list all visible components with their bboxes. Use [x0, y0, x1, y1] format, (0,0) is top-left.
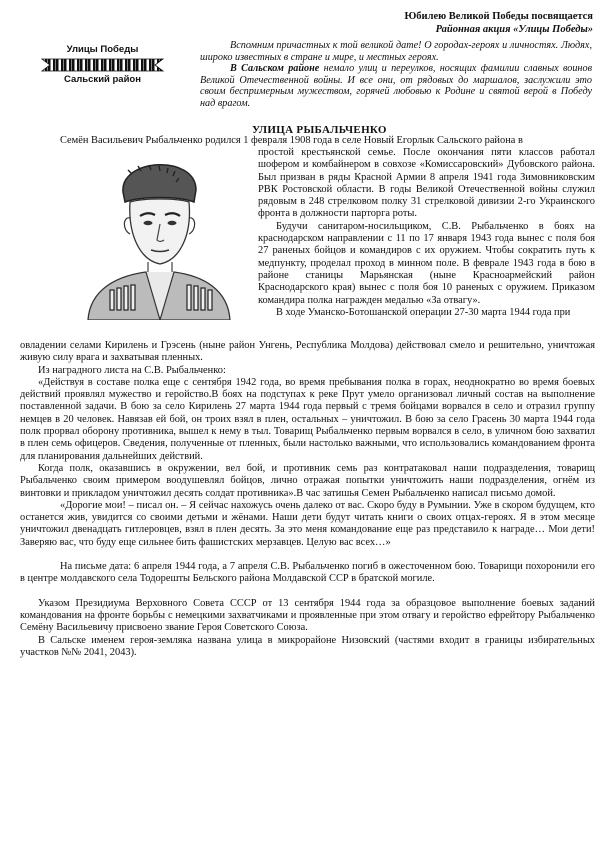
award-list-intro: Из наградного листа на С.В. Рыбальченко:	[38, 364, 226, 376]
street-naming-paragraph: В Сальске именем героя-земляка названа улица в микрорайоне Низовский (частями входит в границы избирательных участков №№ 2041, 2043).	[20, 634, 595, 658]
intro-paragraph-2	[200, 63, 592, 109]
article-title: УЛИЦА РЫБАЛЬЧЕНКО	[252, 124, 387, 136]
bio-paragraph-operation-start: В ходе Уманско-Ботошанской операции 27-30 марта 1944 года при	[276, 306, 571, 318]
header-dedication: Юбилею Великой Победы посвящается	[404, 11, 593, 22]
badge-bottom-label: Сальский район	[64, 74, 141, 85]
intro-paragraph-1: Вспомним причастных к той великой дате! О городах-героях и личностях. Людях, широко известных в стране и мире, и местных героях.	[200, 40, 592, 63]
streets-of-victory-badge	[40, 40, 165, 92]
st-george-ribbon-icon	[40, 55, 165, 75]
bio-opening-sentence: Семён Васильевич Рыбальченко родился 1 февраля 1908 года в селе Новый Егорлык Сальского района в	[60, 135, 523, 146]
bio-paragraph-medic: Будучи санитаром-носильщиком, С.В. Рыбальченко в боях на краснодарском направлении с 11 по 17 января 1943 года вынес с поля боя 27 раненых бойцов и командиров с их оружием. Чтобы сократить путь к медпункту, проделал проход в минном поле. В феврале 1943 года в бою в районе станицы Марьянская (ныне Красноармейский район Краснодарского края) вынес с поля боя 10 раненых с оружием. Приказом командира полка награжден медалью «За отвагу».	[258, 220, 595, 306]
badge-top-label: Улицы Победы	[66, 44, 139, 55]
letter-home: «Дорогие мои! – писал он. – Я сейчас нахожусь очень далеко от вас. Скоро буду в Румынии. Уже в скором будущем, кто останется жив, увидится со своими детьми и жёнами. Наши дети будут читать книги о своих отцах-героях. Я в этом месяце уничтожил двенадцать гитлеровцев, взял в плен десять. За это меня командование еще раз представило к награде… Мои дети! Заверяю вас, что буду еще сильнее бить фашистских мерзавцев. Целую вас всех…»	[20, 499, 595, 548]
bio-first-line	[20, 135, 595, 147]
award-quote-1: «Действуя в составе полка еще с сентября 1942 года, во время пребывания полка в горах, неоднократно во время боевых действий проявлял мужество и геройство.В боях на подступах к реке Прут умело организовал личный состав на выполнение поставленной задачи. В бою за село Кирилень 27 марта 1944 года первый с тремя бойцами ворвался в село и отразил группу немцев в 20 человек. Навязав ей бой, он троих взял в плен, остальных – уничтожил. В бою за село Грасень 30 марта 1944 года полк прорвал оборону противника, вышел к нему в тыл. Товарищ Рыбальченко первым ворвался в село, в уличном бою захватил в плен семь офицеров. Сведения, полученные от пленных, были настолько важными, что использовались командованием фронта для планирования дальнейших действий.	[20, 376, 595, 462]
portrait-photo	[68, 140, 248, 320]
bio-paragraph-early-life: простой крестьянской семье. После окончания пяти классов работал шофером и комбайнером в совхозе «Комиссаровский» Дубовского района. Был призван в ряды Красной Армии 8 апреля 1941 года Зимовниковским РВК Ростовской области. В годы Великой Отечественной войны служил рядовым в 248 стрелковом полку 31 стрелковой дивизии 2-го Украинского фронта в должности парторга роты.	[258, 147, 595, 220]
bio-paragraph-operation-rest: овладении селами Кирилень и Грэсень (ныне район Унгень, Республика Молдова) действовал смело и решительно, уничтожая живую силу врага и захватывая пленных.	[20, 340, 595, 364]
main-text	[20, 340, 595, 659]
intro-bold-phrase: В Сальском районе	[230, 63, 320, 75]
award-quote-2: Когда полк, оказавшись в окружении, вел бой, и противник семь раз контратаковал наши подразделения, товарищ Рыбальченко своим примером воодушевлял бойцов, лично отражая попытки уничтожить наши подразделения, огнём из винтовки и прикладом уничтожил десять солдат противника».В час затишья Семен Рыбальченко написал письмо домой.	[20, 462, 595, 499]
header-campaign: Районная акция «Улицы Победы»	[435, 24, 593, 35]
intro-text	[200, 40, 592, 110]
page-header	[365, 10, 593, 36]
bio-right-column	[258, 147, 595, 319]
intro-paragraph-2-rest: немало улиц и переулков, носящих фамилии славных воинов Великой Отечественной войны. И все они, от рядовых до маршалов, заслужили это своим беспримерным мужеством, горячей любовью к Родине и святой верой в Победу над врагом.	[200, 63, 593, 109]
death-paragraph: На письме дата: 6 апреля 1944 года, а 7 апреля С.В. Рыбальченко погиб в ожесточенном бою. Товарищи похоронили его в центре молдавского села Тодорешты Бельского района Молдавской ССР в братской могиле.	[20, 561, 595, 585]
hero-decree-paragraph: Указом Президиума Верховного Совета СССР от 13 сентября 1944 года за образцовое выполнение боевых заданий командования на фронте борьбы с немецкими захватчиками и проявленные при этом отвагу и геройство ефрейтору Рыбальченко Семёну Васильевичу присвоено звание Героя Советского Союза.	[20, 597, 595, 634]
